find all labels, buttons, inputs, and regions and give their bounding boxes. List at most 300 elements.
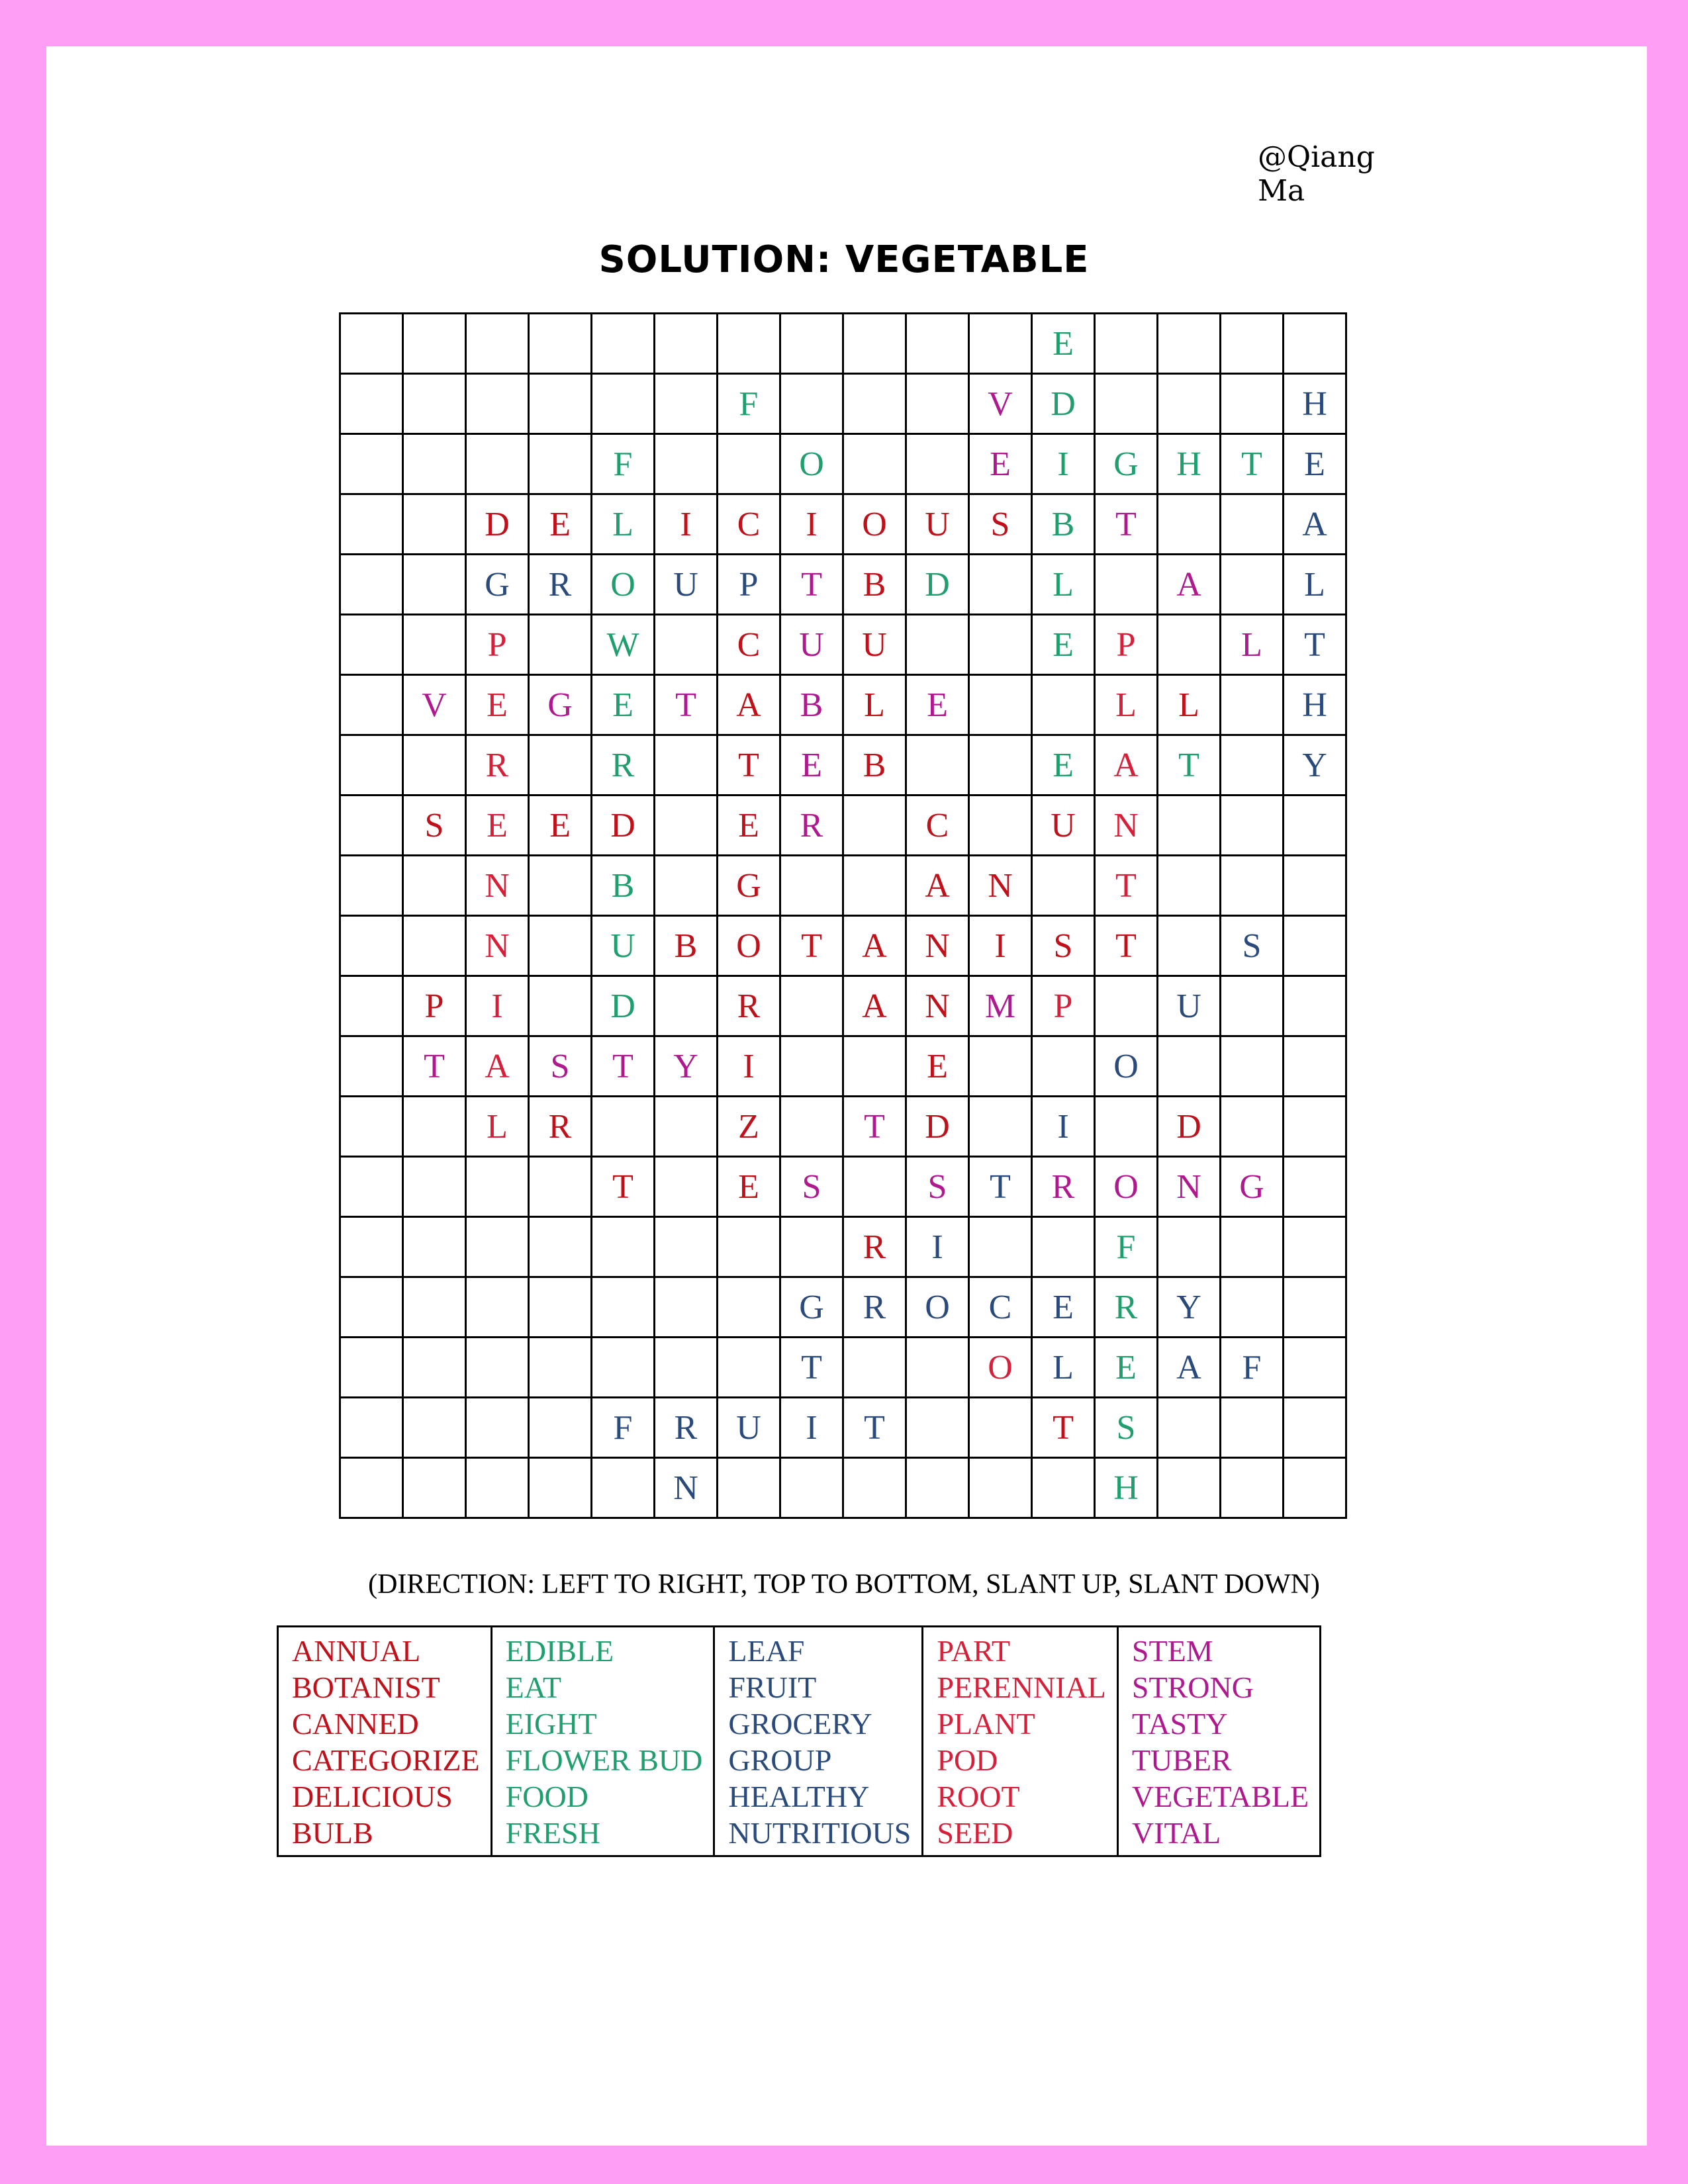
- grid-cell: [403, 555, 466, 615]
- grid-cell: [529, 976, 592, 1036]
- grid-cell: T: [780, 1338, 843, 1398]
- grid-cell: S: [780, 1157, 843, 1217]
- grid-cell: [718, 1217, 780, 1277]
- grid-cell: T: [780, 916, 843, 976]
- grid-cell: [969, 675, 1032, 735]
- grid-cell: [466, 374, 529, 434]
- grid-cell: O: [718, 916, 780, 976]
- grid-cell: [780, 1036, 843, 1097]
- grid-cell: [969, 1398, 1032, 1458]
- word-list-item: BOTANIST: [292, 1670, 440, 1704]
- grid-cell: N: [1095, 796, 1158, 856]
- grid-cell: [592, 1217, 655, 1277]
- grid-cell: E: [718, 796, 780, 856]
- grid-cell: Y: [655, 1036, 718, 1097]
- grid-cell: [780, 1217, 843, 1277]
- grid-cell: [529, 1458, 592, 1518]
- grid-cell: R: [843, 1217, 906, 1277]
- word-list-item: FRUIT: [728, 1670, 817, 1704]
- grid-cell: [340, 374, 403, 434]
- grid-cell: [340, 856, 403, 916]
- grid-cell: Y: [1158, 1277, 1221, 1338]
- grid-cell: [340, 615, 403, 675]
- grid-cell: [969, 796, 1032, 856]
- grid-cell: [969, 735, 1032, 796]
- grid-cell: [403, 615, 466, 675]
- grid-cell: [1095, 314, 1158, 374]
- grid-cell: [1284, 796, 1346, 856]
- grid-cell: B: [843, 555, 906, 615]
- grid-cell: [1284, 1458, 1346, 1518]
- grid-cell: [466, 314, 529, 374]
- grid-cell: [1221, 1097, 1284, 1157]
- grid-cell: [1158, 796, 1221, 856]
- grid-row: [340, 856, 1346, 916]
- word-list-item: NUTRITIOUS: [728, 1816, 912, 1850]
- grid-cell: R: [529, 555, 592, 615]
- grid-row: [340, 1398, 1346, 1458]
- grid-cell: [403, 1458, 466, 1518]
- grid-cell: [1221, 314, 1284, 374]
- grid-cell: O: [1095, 1036, 1158, 1097]
- grid-cell: I: [718, 1036, 780, 1097]
- grid-cell: [1284, 976, 1346, 1036]
- grid-cell: [906, 735, 969, 796]
- grid-cell: [592, 314, 655, 374]
- grid-cell: [403, 735, 466, 796]
- grid-cell: [1221, 555, 1284, 615]
- word-list-item: HEALTHY: [728, 1780, 870, 1813]
- grid-cell: B: [1032, 494, 1095, 555]
- grid-cell: G: [718, 856, 780, 916]
- grid-cell: [466, 1458, 529, 1518]
- grid-cell: [906, 434, 969, 494]
- grid-cell: I: [655, 494, 718, 555]
- grid-cell: [906, 314, 969, 374]
- grid-cell: [340, 314, 403, 374]
- grid-row: [340, 615, 1346, 675]
- grid-cell: [529, 856, 592, 916]
- grid-cell: [655, 615, 718, 675]
- grid-cell: [1032, 856, 1095, 916]
- grid-cell: [1284, 856, 1346, 916]
- grid-cell: V: [403, 675, 466, 735]
- grid-cell: [1221, 1277, 1284, 1338]
- grid-cell: [843, 434, 906, 494]
- grid-cell: P: [1095, 615, 1158, 675]
- grid-cell: [1221, 1398, 1284, 1458]
- grid-cell: [843, 314, 906, 374]
- grid-cell: F: [718, 374, 780, 434]
- grid-cell: N: [906, 916, 969, 976]
- grid-cell: [1095, 1097, 1158, 1157]
- grid-cell: T: [403, 1036, 466, 1097]
- grid-cell: [906, 1398, 969, 1458]
- grid-cell: [655, 1097, 718, 1157]
- grid-cell: [403, 434, 466, 494]
- grid-cell: E: [1032, 735, 1095, 796]
- grid-cell: [1284, 916, 1346, 976]
- word-list-item: EIGHT: [505, 1707, 597, 1741]
- grid-cell: [340, 1338, 403, 1398]
- word-list-item: SEED: [937, 1816, 1013, 1850]
- word-list-item: EDIBLE: [505, 1634, 614, 1668]
- grid-cell: [1032, 1458, 1095, 1518]
- grid-cell: [780, 1097, 843, 1157]
- grid-row: [340, 494, 1346, 555]
- word-list-item: ROOT: [937, 1780, 1020, 1813]
- grid-cell: [655, 374, 718, 434]
- grid-cell: S: [403, 796, 466, 856]
- grid-cell: [655, 1217, 718, 1277]
- grid-cell: [340, 494, 403, 555]
- grid-cell: [529, 916, 592, 976]
- word-list-item: POD: [937, 1743, 998, 1777]
- grid-cell: H: [1095, 1458, 1158, 1518]
- grid-cell: B: [655, 916, 718, 976]
- grid-cell: U: [655, 555, 718, 615]
- grid-cell: T: [718, 735, 780, 796]
- grid-row: [340, 976, 1346, 1036]
- grid-cell: [1284, 1217, 1346, 1277]
- grid-cell: R: [529, 1097, 592, 1157]
- grid-cell: L: [1032, 555, 1095, 615]
- grid-cell: [529, 1157, 592, 1217]
- grid-cell: [1032, 1217, 1095, 1277]
- author-credit: @Qiang Ma: [1258, 140, 1375, 208]
- grid-cell: [1221, 494, 1284, 555]
- word-list-column: [1117, 1627, 1320, 1856]
- grid-cell: S: [529, 1036, 592, 1097]
- grid-cell: T: [1095, 856, 1158, 916]
- grid-cell: [718, 1458, 780, 1518]
- grid-cell: T: [843, 1097, 906, 1157]
- grid-cell: D: [906, 1097, 969, 1157]
- grid-cell: [592, 1458, 655, 1518]
- grid-cell: G: [780, 1277, 843, 1338]
- grid-row: [340, 434, 1346, 494]
- grid-cell: T: [655, 675, 718, 735]
- grid-cell: [1158, 314, 1221, 374]
- word-list-item: LEAF: [728, 1634, 805, 1668]
- grid-cell: [1158, 615, 1221, 675]
- grid-cell: [718, 1277, 780, 1338]
- grid-cell: T: [592, 1157, 655, 1217]
- grid-cell: [969, 1458, 1032, 1518]
- grid-table: [339, 312, 1347, 1519]
- word-list-item: STRONG: [1131, 1670, 1254, 1704]
- grid-cell: M: [969, 976, 1032, 1036]
- grid-cell: [1284, 1277, 1346, 1338]
- grid-cell: [780, 856, 843, 916]
- grid-cell: [1158, 856, 1221, 916]
- grid-cell: T: [1284, 615, 1346, 675]
- grid-cell: L: [1158, 675, 1221, 735]
- grid-cell: S: [1095, 1398, 1158, 1458]
- grid-cell: G: [1221, 1157, 1284, 1217]
- grid-cell: [1158, 1217, 1221, 1277]
- grid-cell: [403, 1338, 466, 1398]
- grid-cell: S: [969, 494, 1032, 555]
- grid-cell: E: [1032, 615, 1095, 675]
- word-list-item: DELICIOUS: [292, 1780, 453, 1813]
- grid-cell: [655, 735, 718, 796]
- grid-cell: [843, 1338, 906, 1398]
- grid-cell: [340, 1458, 403, 1518]
- grid-cell: T: [592, 1036, 655, 1097]
- grid-cell: R: [1032, 1157, 1095, 1217]
- grid-cell: [529, 1217, 592, 1277]
- grid-cell: O: [969, 1338, 1032, 1398]
- grid-cell: D: [592, 976, 655, 1036]
- word-list-item: FRESH: [505, 1816, 600, 1850]
- grid-cell: [403, 314, 466, 374]
- grid-cell: [1095, 555, 1158, 615]
- grid-cell: O: [1095, 1157, 1158, 1217]
- grid-cell: A: [1095, 735, 1158, 796]
- grid-cell: [529, 1398, 592, 1458]
- grid-cell: G: [1095, 434, 1158, 494]
- word-list-column: [714, 1627, 923, 1856]
- grid-cell: [1221, 1036, 1284, 1097]
- grid-cell: Z: [718, 1097, 780, 1157]
- grid-cell: N: [466, 916, 529, 976]
- grid-cell: [655, 314, 718, 374]
- grid-cell: T: [969, 1157, 1032, 1217]
- grid-cell: [529, 615, 592, 675]
- grid-cell: C: [718, 615, 780, 675]
- grid-cell: P: [403, 976, 466, 1036]
- grid-cell: [780, 374, 843, 434]
- grid-cell: V: [969, 374, 1032, 434]
- grid-row: [340, 1217, 1346, 1277]
- grid-row: [340, 1157, 1346, 1217]
- grid-cell: E: [906, 1036, 969, 1097]
- grid-cell: G: [529, 675, 592, 735]
- grid-cell: [1032, 675, 1095, 735]
- grid-cell: E: [1095, 1338, 1158, 1398]
- grid-cell: [906, 1338, 969, 1398]
- grid-cell: R: [1095, 1277, 1158, 1338]
- grid-cell: B: [780, 675, 843, 735]
- grid-cell: N: [969, 856, 1032, 916]
- word-list-item: VEGETABLE: [1131, 1780, 1309, 1813]
- grid-cell: H: [1284, 374, 1346, 434]
- grid-cell: [1158, 1458, 1221, 1518]
- grid-cell: [529, 314, 592, 374]
- grid-cell: [1221, 1217, 1284, 1277]
- grid-cell: [843, 796, 906, 856]
- word-list-item: PART: [937, 1634, 1010, 1668]
- grid-cell: T: [1221, 434, 1284, 494]
- grid-cell: [1221, 1458, 1284, 1518]
- grid-cell: A: [843, 916, 906, 976]
- grid-cell: R: [780, 796, 843, 856]
- grid-cell: [340, 735, 403, 796]
- direction-note: (DIRECTION: LEFT TO RIGHT, TOP TO BOTTOM, SLANT UP, SLANT DOWN): [368, 1569, 1320, 1600]
- grid-cell: U: [906, 494, 969, 555]
- grid-cell: H: [1284, 675, 1346, 735]
- grid-cell: E: [718, 1157, 780, 1217]
- grid-cell: A: [1284, 494, 1346, 555]
- grid-cell: [655, 976, 718, 1036]
- grid-cell: E: [529, 796, 592, 856]
- grid-cell: [969, 1097, 1032, 1157]
- grid-cell: L: [466, 1097, 529, 1157]
- grid-row: [340, 916, 1346, 976]
- grid-cell: [1158, 916, 1221, 976]
- grid-cell: A: [466, 1036, 529, 1097]
- grid-cell: T: [780, 555, 843, 615]
- grid-cell: F: [1095, 1217, 1158, 1277]
- grid-cell: [529, 374, 592, 434]
- grid-cell: I: [906, 1217, 969, 1277]
- grid-cell: [843, 1458, 906, 1518]
- grid-cell: D: [592, 796, 655, 856]
- grid-cell: F: [1221, 1338, 1284, 1398]
- grid-cell: R: [655, 1398, 718, 1458]
- grid-cell: [780, 314, 843, 374]
- grid-cell: R: [592, 735, 655, 796]
- grid-cell: I: [1032, 1097, 1095, 1157]
- grid-cell: [340, 1097, 403, 1157]
- grid-cell: [780, 1458, 843, 1518]
- grid-cell: [1158, 494, 1221, 555]
- grid-cell: [529, 1277, 592, 1338]
- word-list-item: PERENNIAL: [937, 1670, 1106, 1704]
- grid-cell: [655, 1338, 718, 1398]
- word-list-item: STEM: [1131, 1634, 1213, 1668]
- grid-cell: [1221, 675, 1284, 735]
- grid-cell: S: [1032, 916, 1095, 976]
- grid-cell: E: [592, 675, 655, 735]
- grid-cell: [1284, 1157, 1346, 1217]
- grid-cell: O: [906, 1277, 969, 1338]
- grid-cell: A: [1158, 555, 1221, 615]
- grid-cell: [340, 1036, 403, 1097]
- grid-cell: [592, 1277, 655, 1338]
- grid-cell: [843, 1157, 906, 1217]
- grid-cell: D: [906, 555, 969, 615]
- grid-cell: [843, 856, 906, 916]
- grid-cell: H: [1158, 434, 1221, 494]
- grid-cell: E: [780, 735, 843, 796]
- grid-cell: [969, 1217, 1032, 1277]
- grid-cell: [529, 735, 592, 796]
- grid-cell: [1158, 374, 1221, 434]
- word-list-item: TASTY: [1131, 1707, 1228, 1741]
- grid-cell: [466, 1338, 529, 1398]
- grid-cell: [466, 1157, 529, 1217]
- grid-cell: [1095, 374, 1158, 434]
- grid-cell: [340, 916, 403, 976]
- grid-cell: [1095, 976, 1158, 1036]
- grid-cell: I: [780, 1398, 843, 1458]
- grid-cell: U: [1032, 796, 1095, 856]
- grid-cell: [1284, 314, 1346, 374]
- word-list-item: GROCERY: [728, 1707, 872, 1741]
- grid-cell: R: [718, 976, 780, 1036]
- grid-cell: I: [1032, 434, 1095, 494]
- grid-cell: T: [843, 1398, 906, 1458]
- grid-cell: [340, 675, 403, 735]
- grid-cell: O: [780, 434, 843, 494]
- word-list-item: TUBER: [1131, 1743, 1232, 1777]
- grid-cell: E: [1032, 314, 1095, 374]
- grid-cell: C: [906, 796, 969, 856]
- grid-cell: [780, 976, 843, 1036]
- grid-cell: [655, 856, 718, 916]
- word-list-item: BULB: [292, 1816, 373, 1850]
- grid-cell: [969, 555, 1032, 615]
- grid-cell: L: [1221, 615, 1284, 675]
- grid-cell: [529, 1338, 592, 1398]
- grid-cell: A: [1158, 1338, 1221, 1398]
- grid-cell: [403, 916, 466, 976]
- grid-cell: [1221, 735, 1284, 796]
- grid-cell: T: [1095, 916, 1158, 976]
- word-list-item: CANNED: [292, 1707, 419, 1741]
- grid-cell: [718, 434, 780, 494]
- grid-cell: S: [1221, 916, 1284, 976]
- grid-cell: P: [718, 555, 780, 615]
- grid-cell: [340, 976, 403, 1036]
- grid-cell: [1284, 1036, 1346, 1097]
- grid-row: [340, 675, 1346, 735]
- grid-cell: [655, 1157, 718, 1217]
- grid-cell: [718, 314, 780, 374]
- grid-cell: F: [592, 434, 655, 494]
- grid-cell: [1158, 1036, 1221, 1097]
- grid-cell: [340, 555, 403, 615]
- grid-cell: [718, 1338, 780, 1398]
- grid-cell: L: [592, 494, 655, 555]
- grid-cell: I: [780, 494, 843, 555]
- grid-cell: [403, 1097, 466, 1157]
- word-list-item: FOOD: [505, 1780, 588, 1813]
- grid-cell: [906, 615, 969, 675]
- grid-cell: [403, 1277, 466, 1338]
- grid-cell: [403, 1157, 466, 1217]
- word-list-column: [923, 1627, 1118, 1856]
- grid-cell: [1284, 1338, 1346, 1398]
- grid-cell: U: [780, 615, 843, 675]
- word-list-item: CATEGORIZE: [292, 1743, 480, 1777]
- grid-cell: L: [1284, 555, 1346, 615]
- grid-row: [340, 796, 1346, 856]
- grid-cell: [1221, 976, 1284, 1036]
- grid-cell: B: [592, 856, 655, 916]
- word-search-grid: [339, 312, 1347, 1519]
- grid-row: [340, 314, 1346, 374]
- grid-cell: N: [466, 856, 529, 916]
- grid-cell: U: [718, 1398, 780, 1458]
- grid-cell: [466, 1398, 529, 1458]
- grid-cell: [403, 374, 466, 434]
- grid-cell: I: [466, 976, 529, 1036]
- word-list-item: VITAL: [1131, 1816, 1221, 1850]
- grid-cell: N: [906, 976, 969, 1036]
- grid-cell: E: [466, 796, 529, 856]
- grid-cell: E: [906, 675, 969, 735]
- grid-cell: Y: [1284, 735, 1346, 796]
- grid-cell: [906, 1458, 969, 1518]
- grid-cell: R: [843, 1277, 906, 1338]
- grid-row: [340, 1277, 1346, 1338]
- grid-cell: A: [843, 976, 906, 1036]
- word-list-table: [277, 1625, 1321, 1857]
- grid-cell: T: [1158, 735, 1221, 796]
